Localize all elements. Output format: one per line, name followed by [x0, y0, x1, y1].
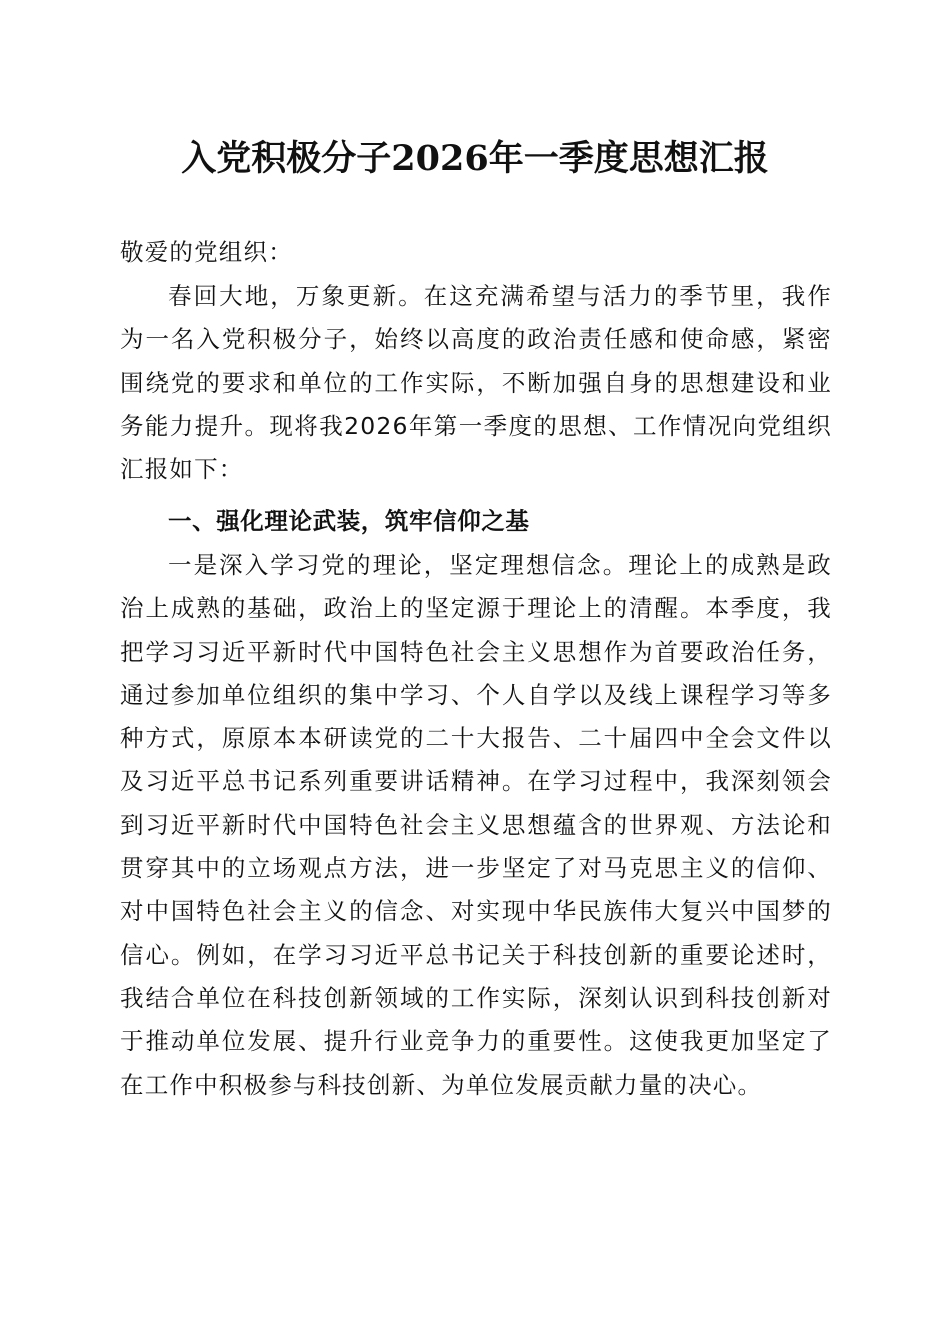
document-title: 入党积极分子2026年一季度思想汇报 — [181, 138, 769, 179]
intro-paragraph: 春回大地，万象更新。在这充满希望与活力的季节里，我作为一名入党积极分子，始终以高度的政治责任感和使命感，紧密围绕党的要求和单位的工作实际，不断加强自身的思想建设和业务能力提升。现将我2026年第一季度的思想、工作情况向党组织汇报如下： — [120, 282, 832, 484]
section-paragraph: 一是深入学习党的理论，坚定理想信念。理论上的成熟是政治上成熟的基础，政治上的坚定源于理论上的清醒。本季度，我把学习习近平新时代中国特色社会主义思想作为首要政治任务，通过参加单位组织的集中学习、个人自学以及线上课程学习等多种方式，原原本本研读党的二十大报告、二十届四中全会文件以及习近平总书记系列重要讲话精神。在学习过程中，我深刻领会到习近平新时代中国特色社会主义思想蕴含的世界观、方法论和贯穿其中的立场观点方法，进一步坚定了对马克思主义的信仰、对中国特色社会主义的信念、对实现中华民族伟大复兴中国梦的信心。例如，在学习习近平总书记关于科技创新的重要论述时，我结合单位在科技创新领域的工作实际，深刻认识到科技创新对于推动单位发展、提升行业竞争力的重要性。这使我更加坚定了在工作中积极参与科技创新、为单位发展贡献力量的决心。 — [120, 551, 832, 1099]
section-heading: 一、强化理论武装，筑牢信仰之基 — [168, 507, 530, 535]
salutation: 敬爱的党组织： — [120, 238, 293, 266]
